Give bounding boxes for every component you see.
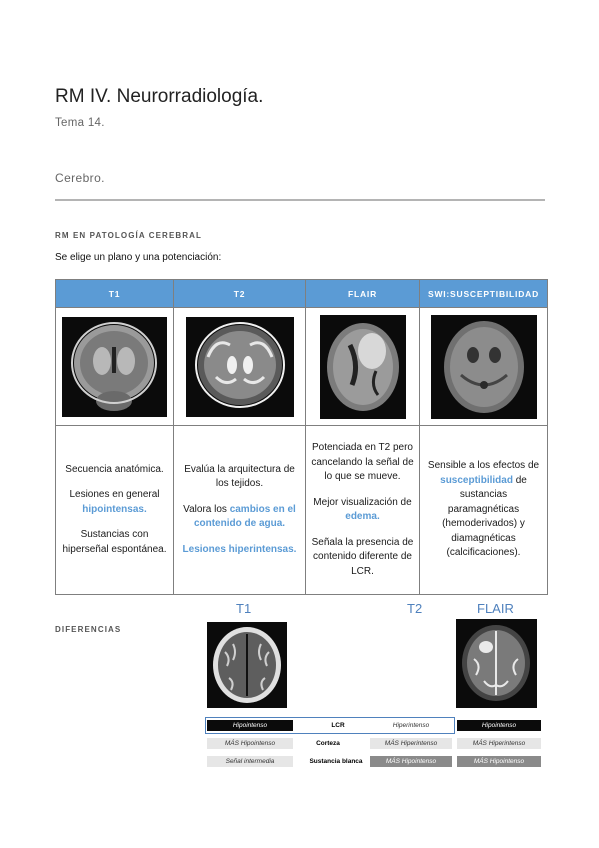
mri-t1-coronal-image (62, 317, 167, 417)
flair-image-cell (306, 308, 420, 426)
comparison-row-sustancia-blanca: Señal intermedia Sustancia blanca MÁS Hipointenso MÁS Hipointenso (205, 756, 541, 767)
intro-text: Se elige un plano y una potenciación: (55, 252, 222, 263)
mri-t2-coronal-image (186, 317, 294, 417)
mri-t2-axial-image (456, 619, 537, 708)
patologia-heading: RM EN PATOLOGÍA CEREBRAL (55, 231, 202, 240)
table-image-row (56, 308, 548, 426)
mri-swi-image (431, 315, 537, 419)
mri-flair-image (320, 315, 406, 419)
col-header-t1: T1 (56, 280, 174, 308)
flair-description: Potenciada en T2 pero cancelando la señal de lo que se mueve. Mejor visualización de edema. Señala la presencia de contenido diferente de LCR. (306, 426, 420, 595)
section-divider (55, 199, 545, 201)
label-t1: T1 (236, 601, 252, 616)
t1-description: Secuencia anatómica. Lesiones en general hipointensas. Sustancias con hiperseñal espontánea. (56, 426, 174, 595)
comparison-row-corteza: MÁS Hipointenso Corteza MÁS Hiperintenso MÁS Hiperintenso (205, 738, 541, 749)
col-header-t2: T2 (174, 280, 306, 308)
page-title: RM IV. Neurorradiología. (55, 86, 264, 107)
table-header-row (56, 280, 548, 308)
sequence-table (55, 279, 548, 595)
mri-t1-axial-image (207, 622, 287, 708)
t1-image-cell (56, 308, 174, 426)
section-title: Cerebro. (55, 171, 105, 185)
col-header-flair: FLAIR (306, 280, 420, 308)
swi-image-cell (420, 308, 548, 426)
table-text-row (56, 426, 548, 595)
swi-description: Sensible a los efectos de susceptibilidad de sustancias paramagnéticas (hemoderivados) y diamagnéticas (calcificaciones). (420, 426, 548, 595)
comparison-row-lcr: Hipointenso LCR Hiperintenso Hipointenso (205, 720, 541, 731)
label-flair: FLAIR (477, 601, 514, 616)
t2-description: Evalúa la arquitectura de los tejidos. Valora los cambios en el contenido de agua. Lesiones hiperintensas. (174, 426, 306, 595)
t2-image-cell (174, 308, 306, 426)
diferencias-heading: DIFERENCIAS (55, 625, 122, 634)
label-t2: T2 (407, 601, 423, 616)
col-header-swi: SWI:SUSCEPTIBILIDAD (420, 280, 548, 308)
page-subtitle: Tema 14. (55, 117, 105, 129)
